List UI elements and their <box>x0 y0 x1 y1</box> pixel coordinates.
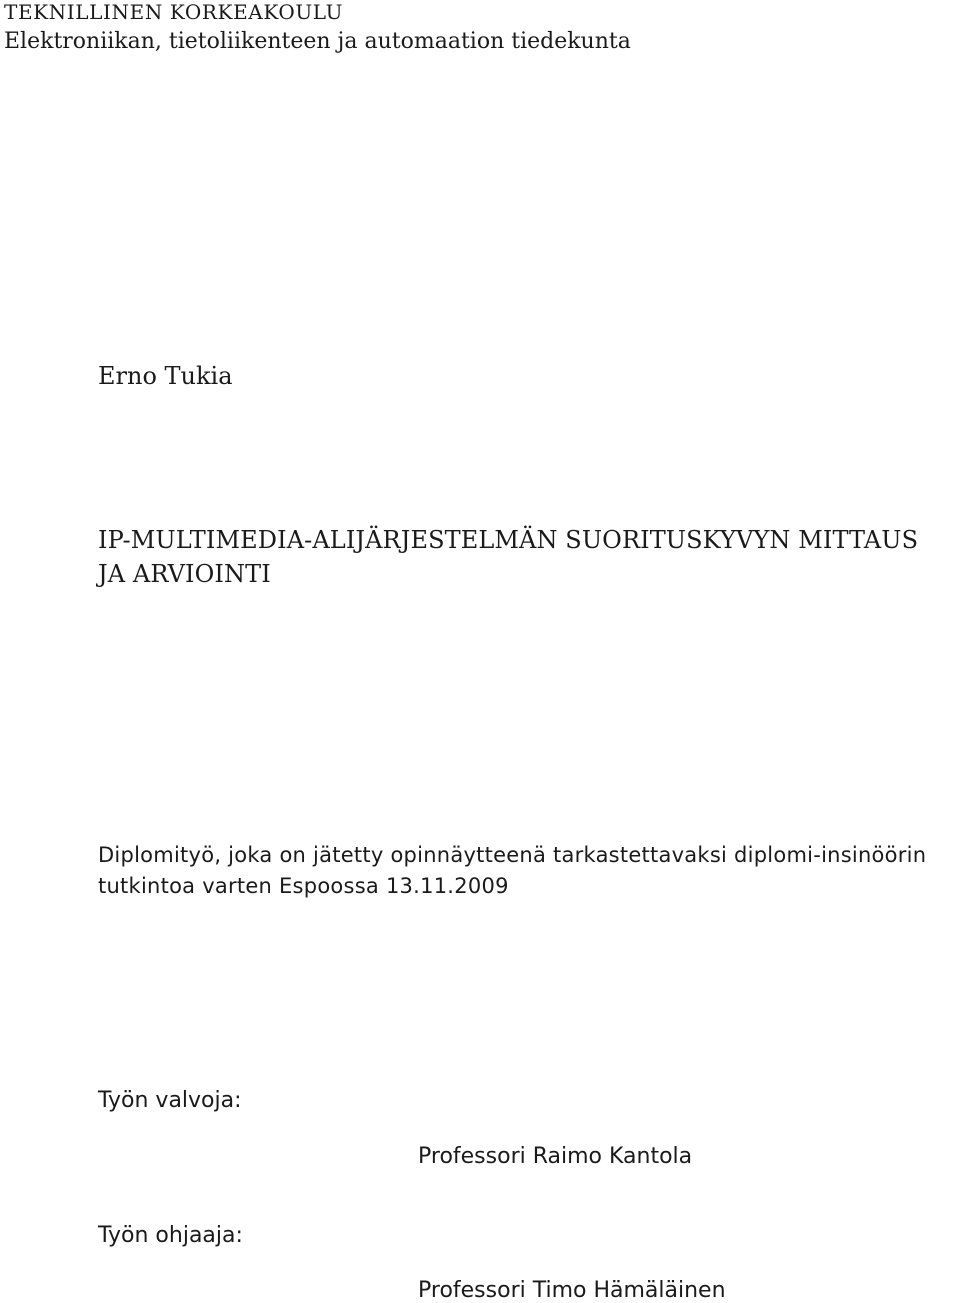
faculty-name: Elektroniikan, tietoliikenteen ja automaation tiedekunta <box>4 29 631 54</box>
thesis-description-line-2: tutkintoa varten Espoossa 13.11.2009 <box>98 874 509 898</box>
supervisor-name: Professori Raimo Kantola <box>418 1144 693 1169</box>
author-name: Erno Tukia <box>98 362 233 390</box>
university-name: TEKNILLINEN KORKEAKOULU <box>4 0 344 24</box>
instructor-name: Professori Timo Hämäläinen <box>418 1278 726 1303</box>
instructor-label: Työn ohjaaja: <box>98 1223 243 1248</box>
supervisor-label: Työn valvoja: <box>98 1088 242 1113</box>
thesis-title-line-2: JA ARVIOINTI <box>98 560 271 588</box>
thesis-title-line-1: IP-MULTIMEDIA-ALIJÄRJESTELMÄN SUORITUSKYVYN MITTAUS <box>98 526 919 554</box>
thesis-description-line-1: Diplomityö, joka on jätetty opinnäytteenä tarkastettavaksi diplomi-insinöörin <box>98 843 927 867</box>
